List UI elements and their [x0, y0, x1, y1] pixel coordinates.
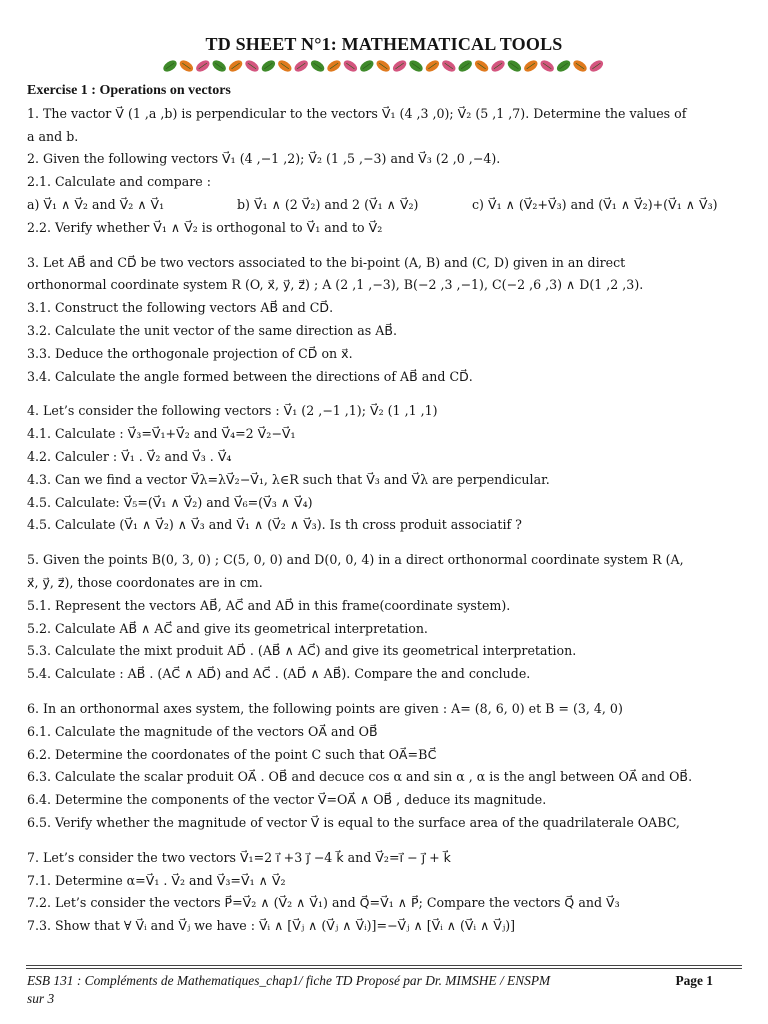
question-4-2-line: 4.2. Calculer : V⃗₁ . V⃗₂ and V⃗₃ . V⃗₄	[27, 448, 232, 464]
question-7-1-line: 7.1. Determine α=V⃗₁ . V⃗₂ and V⃗₃=V⃗₁ ∧ V⃗₂	[27, 872, 286, 888]
footer-divider	[26, 965, 742, 966]
question-7-3-line: 7.3. Show that ∀ V⃗ᵢ and V⃗ⱼ we have : V⃗ᵢ ∧ [V⃗ⱼ ∧ (V⃗ⱼ ∧ V⃗ᵢ)]=−V⃗ⱼ ∧ [V⃗ᵢ ∧ (V⃗ᵢ ∧ V⃗ⱼ)]	[27, 918, 516, 934]
question-1-line: 1. The vactor V⃗ (1 ,a ,b) is perpendicular to the vectors V⃗₁ (4 ,3 ,0); V⃗₂ (5 ,1 ,7). Determine the values of	[27, 105, 687, 121]
question-3-2-line: 3.2. Calculate the unit vector of the same direction as AB⃗.	[27, 322, 398, 338]
leaf-border-decoration	[162, 56, 606, 76]
question-5-line: 5. Given the points B(0, 3, 0) ; C(5, 0, 0) and D(0, 0, 4) in a direct orthonormal coordinate system R (A,	[27, 552, 684, 568]
question-2-line: 2. Given the following vectors V⃗₁ (4 ,−1 ,2); V⃗₂ (1 ,5 ,−3) and V⃗₃ (2 ,0 ,−4).	[27, 151, 501, 167]
page-number: Page 1	[675, 973, 713, 988]
footer-divider	[26, 968, 742, 969]
exercise-content	[27, 80, 743, 938]
question-3-line: orthonormal coordinate system R (O, x⃗, y⃗, z⃗) ; A (2 ,1 ,−3), B(−2 ,3 ,−1), C(−2 ,6 ,3) ∧ D(1 ,2 ,3).	[27, 277, 644, 293]
question-7-2-line: 7.2. Let’s consider the vectors P⃗=V⃗₂ ∧ (V⃗₂ ∧ V⃗₁) and Q⃗=V⃗₁ ∧ P⃗; Compare the vectors Q⃗ and V⃗₃	[27, 895, 620, 911]
compare-c: c) V⃗₁ ∧ (V⃗₂+V⃗₃) and (V⃗₁ ∧ V⃗₂)+(V⃗₁ ∧ V⃗₃)	[472, 196, 718, 212]
question-4-5-line: 4.5. Calculate: V⃗₅=(V⃗₁ ∧ V⃗₂) and V⃗₆=(V⃗₃ ∧ V⃗₄)	[27, 494, 313, 510]
question-2-2-line: 2.2. Verify whether V⃗₁ ∧ V⃗₂ is orthogonal to V⃗₁ and to V⃗₂	[27, 219, 383, 235]
exercise-heading: Exercise 1 : Operations on vectors	[27, 83, 231, 98]
page-footer	[27, 972, 743, 1008]
question-5-3-line: 5.3. Calculate the mixt produit AD⃗ . (AB⃗ ∧ AC⃗) and give its geometrical interpretation.	[27, 643, 577, 659]
question-7-line: 7. Let’s consider the two vectors V⃗₁=2 i⃗ +3 j⃗ −4 k⃗ and V⃗₂=i⃗ − j⃗ + k⃗	[27, 849, 451, 865]
question-5-line: x⃗, y⃗, z⃗), those coordonates are in cm.	[27, 574, 263, 590]
question-5-1-line: 5.1. Represent the vectors AB⃗, AC⃗ and AD⃗ in this frame(coordinate system).	[27, 597, 511, 613]
question-4-3-line: 4.3. Can we find a vector V⃗λ=λV⃗₂−V⃗₁, λ∈R such that V⃗₃ and V⃗λ are perpendicular.	[27, 471, 550, 487]
question-4-5b-line: 4.5. Calculate (V⃗₁ ∧ V⃗₂) ∧ V⃗₃ and V⃗₁ ∧ (V⃗₂ ∧ V⃗₃). Is th cross produit associatif ?	[27, 517, 522, 533]
question-6-line: 6. In an orthonormal axes system, the following points are given : A= (8, 6, 0) et B = (3, 4, 0)	[27, 700, 623, 716]
compare-b: b) V⃗₁ ∧ (2 V⃗₂) and 2 (V⃗₁ ∧ V⃗₂)	[237, 196, 419, 212]
question-6-1-line: 6.1. Calculate the magnitude of the vectors OA⃗ and OB⃗	[27, 723, 378, 739]
page-total: sur 3	[27, 991, 55, 1006]
question-1-line: a and b.	[27, 128, 79, 144]
footer-course-info: ESB 131 : Compléments de Mathematiques_chap1/ fiche TD Proposé par Dr. MIMSHE / ENSPM	[27, 973, 551, 988]
question-3-4-line: 3.4. Calculate the angle formed between the directions of AB⃗ and CD⃗.	[27, 368, 473, 384]
page-title: TD SHEET N°1: MATHEMATICAL TOOLS	[205, 34, 563, 54]
question-5-2-line: 5.2. Calculate AB⃗ ∧ AC⃗ and give its geometrical interpretation.	[27, 620, 428, 636]
question-6-4-line: 6.4. Determine the components of the vector V⃗=OA⃗ ∧ OB⃗ , deduce its magnitude.	[27, 792, 547, 808]
question-6-5-line: 6.5. Verify whether the magnitude of vector V⃗ is equal to the surface area of the quadrilaterale OABC,	[27, 814, 680, 830]
compare-row	[27, 194, 743, 217]
question-3-1-line: 3.1. Construct the following vectors AB⃗ and CD⃗.	[27, 300, 334, 316]
question-3-line: 3. Let AB⃗ and CD⃗ be two vectors associated to the bi-point (A, B) and (C, D) given in an direct	[27, 254, 626, 270]
question-6-2-line: 6.2. Determine the coordonates of the point C such that OA⃗=BC⃗	[27, 746, 437, 762]
question-4-line: 4. Let’s consider the following vectors : V⃗₁ (2 ,−1 ,1); V⃗₂ (1 ,1 ,1)	[27, 403, 438, 419]
question-4-1-line: 4.1. Calculate : V⃗₃=V⃗₁+V⃗₂ and V⃗₄=2 V⃗₂−V⃗₁	[27, 426, 296, 442]
question-6-3-line: 6.3. Calculate the scalar produit OA⃗ . OB⃗ and decuce cos α and sin α , α is the angl between OA⃗ and OB⃗.	[27, 769, 693, 785]
question-3-3-line: 3.3. Deduce the orthogonale projection of CD⃗ on x⃗.	[27, 345, 353, 361]
question-5-4-line: 5.4. Calculate : AB⃗ . (AC⃗ ∧ AD⃗) and AC⃗ . (AD⃗ ∧ AB⃗). Compare the and conclude.	[27, 666, 531, 682]
question-2-1-line: 2.1. Calculate and compare :	[27, 174, 211, 190]
compare-a: a) V⃗₁ ∧ V⃗₂ and V⃗₂ ∧ V⃗₁	[27, 196, 165, 212]
